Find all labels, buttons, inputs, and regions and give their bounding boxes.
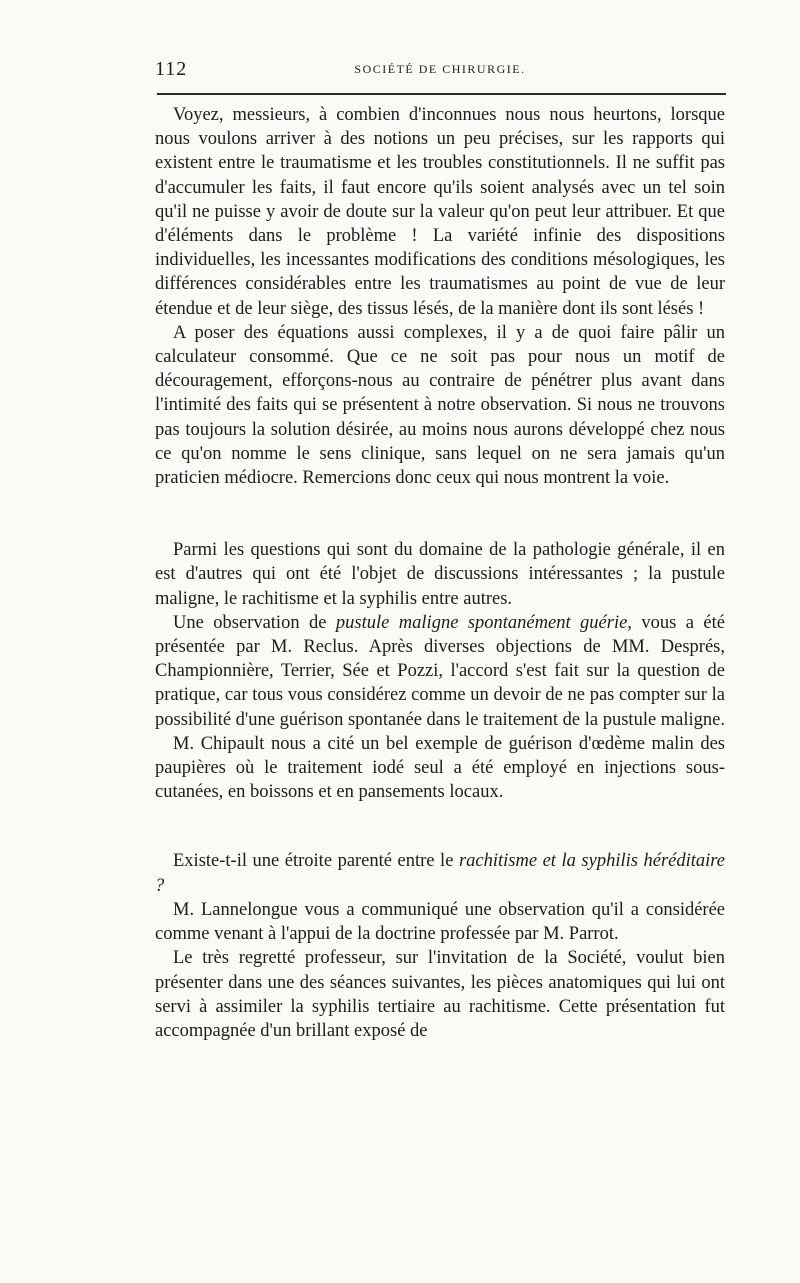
paragraph: M. Chipault nous a cité un bel exemple de guérison d'œdème malin des paupières où le traitement iodé seul a été employé en injections sous-cutanées, en boissons et en pansements locaux. (155, 733, 725, 803)
paragraph: Voyez, messieurs, à combien d'inconnues nous nous heurtons, lorsque nous voulons arriver à des notions un peu précises, sur les rapports qui existent entre le traumatisme et les troubles constitutionnels. Il ne suffit pas d'accumuler les faits, il faut encore qu'ils soient analysés avec un tel soin qu'il ne puisse y avoir de doute sur la valeur qu'on peut leur attribuer. Et que d'éléments dans le problème ! La variété infinie des dispositions individuelles, les incessantes modifications des conditions mésologiques, les différences considérables entre les traumatismes au point de vue de leur étendue et de leur siège, des tissus lésés, de la manière dont ils sont lésés ! (155, 105, 725, 319)
section-break (155, 804, 725, 849)
section-break (155, 490, 725, 538)
header-rule (157, 93, 726, 95)
page-number: 112 (155, 58, 188, 80)
paragraph: M. Lannelongue vous a communiqué une observation qu'il a considérée comme venant à l'appui de la doctrine professée par M. Parrot. (155, 899, 725, 945)
body-text (155, 103, 725, 1043)
paragraph (155, 849, 725, 897)
paragraph-text: Existe-t-il une étroite parenté entre le (173, 851, 459, 872)
paragraph: A poser des équations aussi complexes, il y a de quoi faire pâlir un calculateur consommé. Que ce ne soit pas pour nous un motif de découragement, efforçons-nous au contraire de pénétrer plus avant dans l'intimité des faits qui se présentent à notre observation. Si nous ne trouvons pas toujours la solution désirée, au moins nous aurons développé chez nous ce qu'on nomme le sens clinique, sans lequel on ne sera jamais qu'un praticien médiocre. Remercions donc ceux qui nous montrent la voie. (155, 322, 725, 489)
page-header (155, 58, 725, 84)
paragraph-text: vous a été présentée par M. Reclus. Après diverses objections de MM. Després, Championnière, Terrier, Sée et Pozzi, l'accord s'est fait sur la question de pratique, car tous vous considérez comme un devoir de ne pas compter sur la possibilité d'une guérison spontanée dans le traitement de la pustule maligne. (155, 612, 726, 730)
paragraph: Le très regretté professeur, sur l'invitation de la Société, voulut bien présenter dans une des séances suivantes, les pièces anatomiques qui lui ont servi à assimiler la syphilis tertiaire au rachitisme. Cette présentation fut accompagnée d'un brillant exposé de (155, 948, 725, 1041)
paragraph: Parmi les questions qui sont du domaine de la pathologie générale, il en est d'autres qui ont été l'objet de discussions intéressantes ; la pustule maligne, le rachitisme et la syphilis entre autres. (155, 540, 725, 609)
italic-term: rachitisme et la syphilis héréditaire ? (155, 851, 725, 896)
paragraph (155, 611, 725, 732)
italic-term: pustule maligne spontanément guérie, (335, 612, 632, 633)
paragraph-text: Une observation de (173, 612, 336, 633)
running-title: SOCIÉTÉ DE CHIRURGIE. (354, 62, 526, 76)
